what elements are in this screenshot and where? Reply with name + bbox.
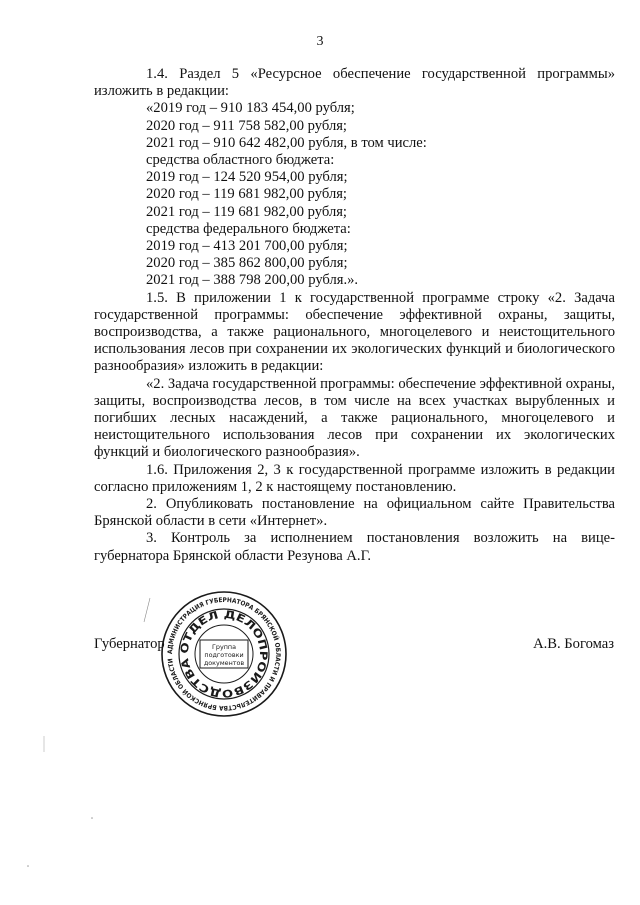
budget-line: средства федерального бюджета: [146,220,351,237]
scan-speck [27,865,29,867]
budget-line: 2019 год – 124 520 954,00 рубля; [146,169,348,186]
paragraph-3: 3. Контроль за исполнением постановления возложить на вице-губернатора Брянской области Резунова А.Г. [94,530,615,564]
stamp-center-line-1: Группа [211,643,237,651]
paragraph-1-6: 1.6. Приложения 2, 3 к государственной программе изложить в редакции согласно приложениям 1, 2 к настоящему постановлению. [94,461,615,495]
page-number: 3 [316,34,324,49]
stamp-center-line-3: документов [203,659,245,667]
signatory-title: Губернатор [94,636,165,652]
stamp-inner-text: ОТДЕЛ ДЕЛОПРОИЗВОДСТВА [178,608,270,700]
paragraph-1-4: 1.4. Раздел 5 «Ресурсное обеспечение государственной программы» изложить в редакции: [94,66,615,100]
budget-line: 2021 год – 119 681 982,00 рубля; [146,203,347,220]
budget-line: 2021 год – 388 798 200,00 рубля.». [146,272,359,289]
budget-line: 2019 год – 413 201 700,00 рубля; [146,238,348,255]
budget-line: 2021 год – 910 642 482,00 рубля, в том числе: [146,134,427,151]
budget-line: 2020 год – 385 862 800,00 рубля; [146,255,348,272]
signatory-name: А.В. Богомаз [533,636,614,652]
budget-line: 2020 год – 119 681 982,00 рубля; [146,186,347,203]
paragraph-2: 2. Опубликовать постановление на официальном сайте Правительства Брянской области в сети «Интернет». [94,496,615,530]
budget-line: 2020 год – 911 758 582,00 рубля; [146,117,347,134]
budget-line: «2019 год – 910 183 454,00 рубля; [146,100,355,117]
stamp-center-line-2: подготовки [204,651,244,659]
paragraph-1-5: 1.5. В приложении 1 к государственной программе строку «2. Задача государственной программы: обеспечение эффективной охраны, защиты, воспроизводства, а также рационального, многоцелевого и неистощительного использования лесов при сохранении их экологических функций и биологического разнообразия» изложить в редакции: [94,289,615,375]
budget-line: средства областного бюджета: [146,152,335,169]
paragraph-quote: «2. Задача государственной программы: обеспечение эффективной охраны, защиты, воспроизводства лесов, в том числе на всех участках вырубленных и погибших лесных насаждений, а также рационального, многоцелевого и неистощительного использования лесов при сохранении их экологических функций и биологического разнообразия». [94,375,615,461]
stamp-outer-text: АДМИНИСТРАЦИЯ ГУБЕРНАТОРА БРЯНСКОЙ ОБЛАСТИ И ПРАВИТЕЛЬСТВА БРЯНСКОЙ ОБЛАСТИ [165,595,283,713]
scan-mark [144,598,150,622]
scan-speck [91,817,93,819]
